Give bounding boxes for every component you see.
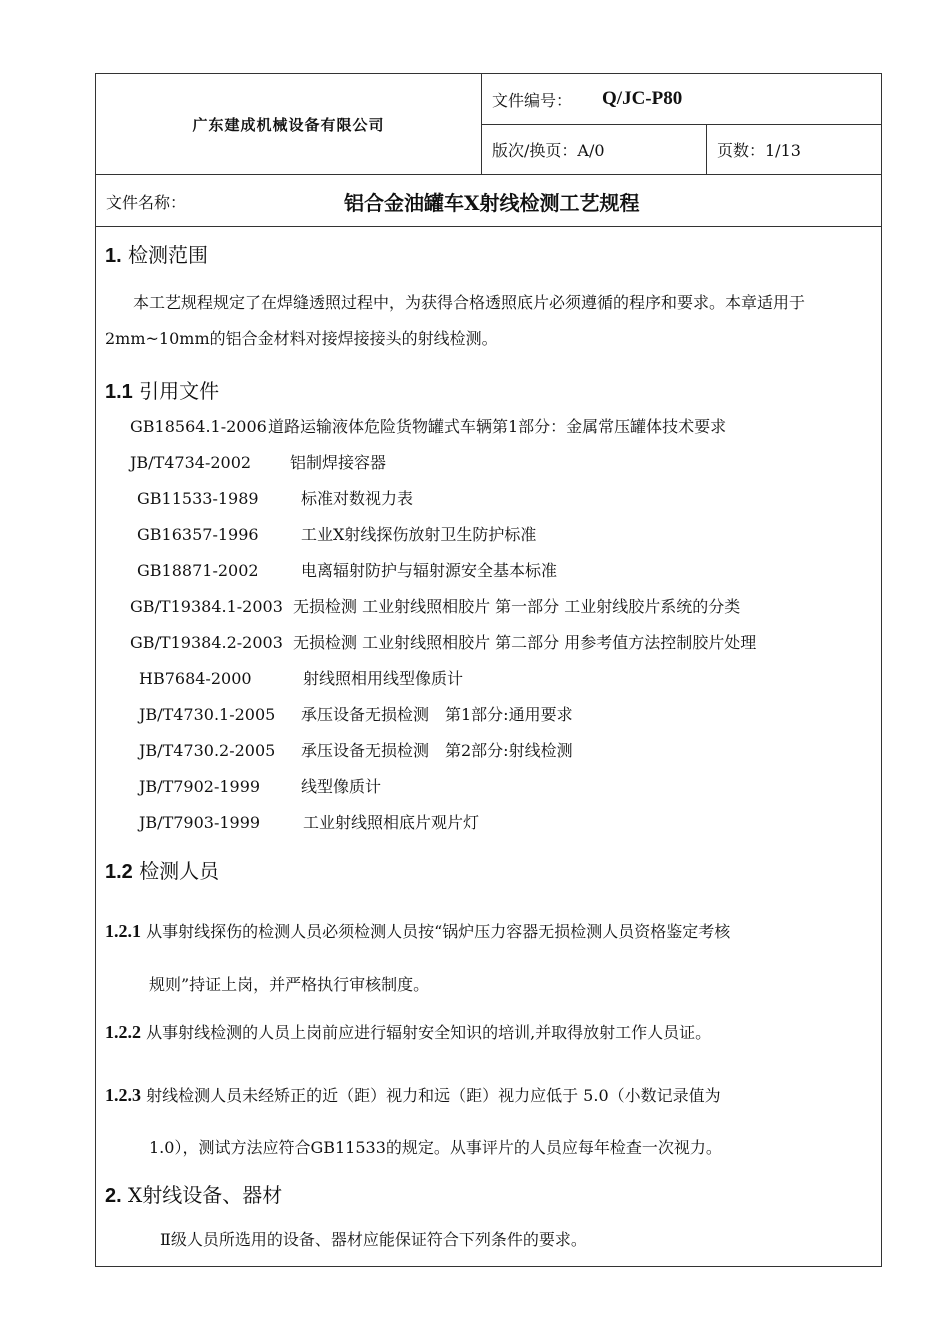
reference-item	[139, 702, 573, 725]
section-2-title: X射线设备、器材	[128, 1183, 283, 1207]
section-1-2-title: 检测人员	[139, 859, 220, 883]
section-1-1-title: 引用文件	[139, 379, 220, 403]
clause-number: 1.2.1	[105, 921, 141, 941]
doc-number: Q/JC-P80	[602, 88, 683, 109]
section-1-1-heading	[105, 375, 219, 404]
doc-name-row	[96, 175, 882, 227]
reference-item	[130, 594, 740, 617]
reference-code: JB/T4734-2002	[130, 453, 252, 472]
clause-number: 1.2.3	[105, 1085, 141, 1105]
clause-text: 从事射线探伤的检测人员必须检测人员按“锅炉压力容器无损检测人员资格鉴定考核	[146, 922, 731, 941]
reference-item	[130, 450, 386, 473]
reference-code: GB/T19384.2-2003	[130, 633, 283, 652]
section-1-paragraph: 本工艺规程规定了在焊缝透照过程中，为获得合格透照底片必须遵循的程序和要求。本章适用于2mm~10mm的铝合金材料对接焊接接头的射线检测。	[105, 293, 806, 348]
reference-item	[130, 414, 726, 437]
reference-title: 无损检测 工业射线照相胶片 第二部分 用参考值方法控制胶片处理	[293, 633, 757, 652]
section-2-number: 2.	[105, 1185, 122, 1207]
doc-name-label: 文件名称：	[106, 192, 187, 212]
clause-1-2-1-continuation: 规则”持证上岗，并严格执行审核制度。	[149, 975, 430, 994]
reference-title: 承压设备无损检测 第2部分:射线检测	[301, 741, 573, 760]
reference-title: 无损检测 工业射线照相胶片 第一部分 工业射线胶片系统的分类	[293, 597, 741, 616]
reference-title: 射线照相用线型像质计	[303, 669, 464, 688]
clause-1-2-2	[105, 1020, 875, 1043]
clause-text: 射线检测人员未经矫正的近（距）视力和远（距）视力应低于 5.0（小数记录值为	[146, 1086, 721, 1105]
section-2-heading	[105, 1179, 282, 1208]
reference-code: JB/T7902-1999	[139, 777, 261, 796]
doc-number-label: 文件编号：	[492, 90, 573, 110]
version-cell: 版次/换页：A/0	[482, 125, 707, 175]
company-name: 广东建成机械设备有限公司	[96, 74, 482, 175]
reference-item	[137, 486, 413, 509]
reference-title: 道路运输液体危险货物罐式车辆第1部分：金属常压罐体技术要求	[268, 417, 727, 436]
reference-title: 线型像质计	[301, 777, 382, 796]
reference-code: GB/T19384.1-2003	[130, 597, 283, 616]
section-1-title: 检测范围	[128, 243, 209, 267]
reference-item	[137, 558, 557, 581]
clause-1-2-3	[105, 1083, 875, 1106]
reference-title: 铝制焊接容器	[290, 453, 387, 472]
reference-item	[139, 666, 463, 689]
reference-code: JB/T4730.2-2005	[139, 741, 276, 760]
reference-title: 工业射线照相底片观片灯	[303, 813, 480, 832]
reference-title: 承压设备无损检测 第1部分:通用要求	[301, 705, 573, 724]
reference-code: JB/T4730.1-2005	[139, 705, 276, 724]
section-1-2-heading	[105, 855, 219, 884]
doc-number-cell	[482, 74, 882, 125]
section-2-paragraph: Ⅱ级人员所选用的设备、器材应能保证符合下列条件的要求。	[160, 1230, 587, 1249]
reference-item	[137, 522, 536, 545]
section-1-number: 1.	[105, 245, 122, 267]
reference-code: HB7684-2000	[139, 669, 252, 688]
section-1-2-number: 1.2	[105, 861, 133, 883]
reference-title: 电离辐射防护与辐射源安全基本标准	[301, 561, 558, 580]
reference-item	[139, 738, 573, 761]
reference-title: 标准对数视力表	[301, 489, 414, 508]
reference-code: GB18871-2002	[137, 561, 259, 580]
reference-title: 工业X射线探伤放射卫生防护标准	[301, 525, 537, 544]
clause-number: 1.2.2	[105, 1022, 141, 1042]
page-count-cell: 页数：1/13	[707, 125, 882, 175]
reference-code: GB11533-1989	[137, 489, 259, 508]
reference-code: GB16357-1996	[137, 525, 259, 544]
reference-item	[130, 630, 756, 653]
clause-1-2-3-continuation: 1.0），测试方法应符合GB11533的规定。从事评片的人员应每年检查一次视力。	[149, 1138, 722, 1157]
clause-text: 从事射线检测的人员上岗前应进行辐射安全知识的培训,并取得放射工作人员证。	[146, 1023, 712, 1042]
section-1-1-number: 1.1	[105, 381, 133, 403]
clause-1-2-1	[105, 919, 875, 942]
document-frame	[95, 73, 882, 1267]
section-1-heading	[105, 239, 208, 268]
reference-item	[139, 774, 381, 797]
reference-code: GB18564.1-2006	[130, 417, 267, 436]
doc-title: 铝合金油罐车X射线检测工艺规程	[344, 190, 640, 215]
reference-code: JB/T7903-1999	[139, 813, 261, 832]
reference-item	[139, 810, 479, 833]
